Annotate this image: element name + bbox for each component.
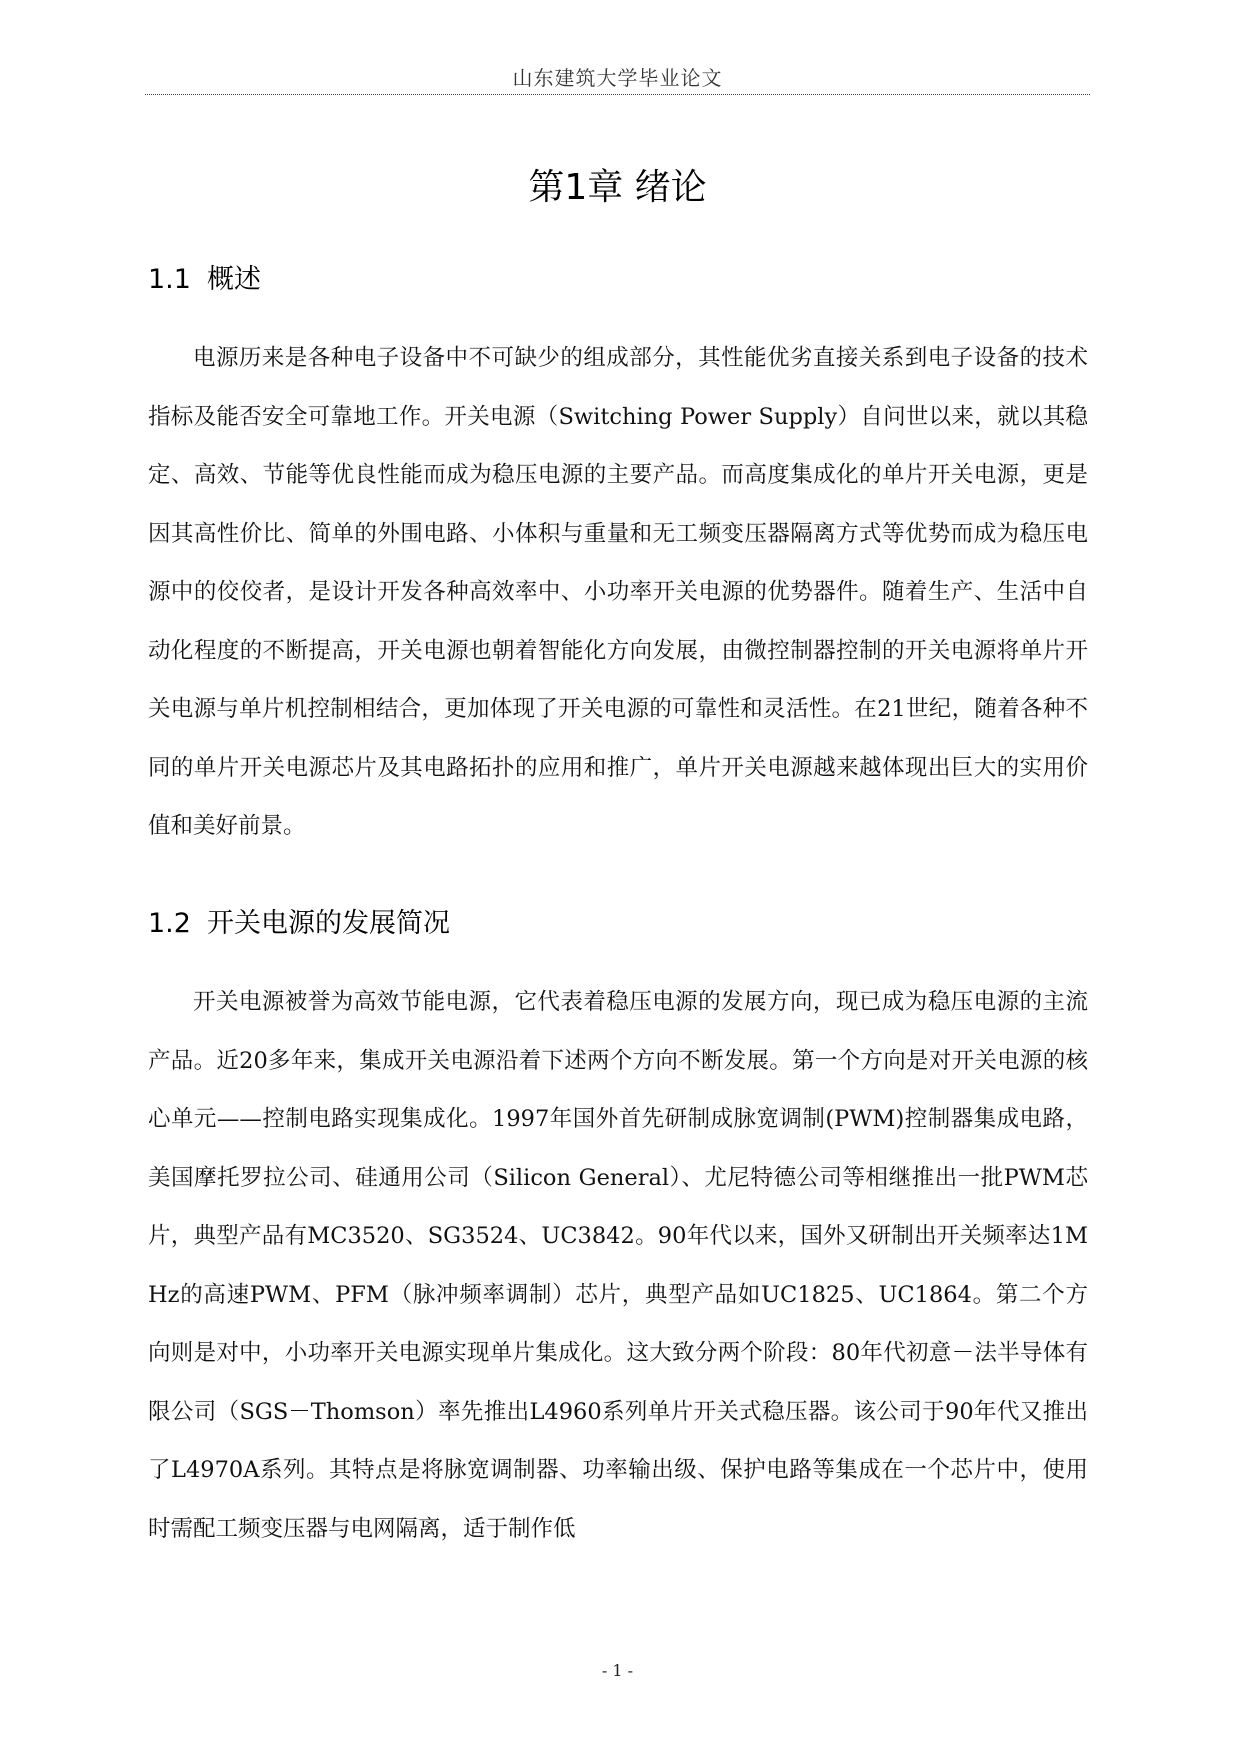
section-title: 开关电源的发展简况 (206, 908, 450, 939)
section-1-1-paragraph: 电源历来是各种电子设备中不可缺少的组成部分，其性能优劣直接关系到电子设备的技术指标及能否安全可靠地工作。开关电源（Switching Power Supply）自问世以来，就以其稳定、高效、节能等优良性能而成为稳压电源的主要产品。而高度集成化的单片开关电源，更是因其高性价比、简单的外围电路、小体积与重量和无工频变压器隔离方式等优势而成为稳压电源中的佼佼者，是设计开发各种高效率中、小功率开关电源的优势器件。随着生产、生活中自动化程度的不断提高，开关电源也朝着智能化方向发展，由微控制器控制的开关电源将单片开关电源与单片机控制相结合，更加体现了开关电源的可靠性和灵活性。在21世纪，随着各种不同的单片开关电源芯片及其电路拓扑的应用和推广，单片开关电源越来越体现出巨大的实用价值和美好前景。 (148, 345, 1088, 839)
section-number: 1.2 (148, 908, 191, 939)
page-number: - 1 - (601, 1661, 634, 1680)
section-number: 1.1 (148, 264, 191, 295)
running-header: 山东建筑大学毕业论文 (512, 66, 723, 90)
section-title: 概述 (206, 264, 261, 295)
section-1-2-paragraph: 开关电源被誉为高效节能电源，它代表着稳压电源的发展方向，现已成为稳压电源的主流产品。近20多年来，集成开关电源沿着下述两个方向不断发展。第一个方向是对开关电源的核心单元——控制电路实现集成化。1997年国外首先研制成脉宽调制(PWM)控制器集成电路，美国摩托罗拉公司、硅通用公司（Silicon General）、尤尼特德公司等相继推出一批PWM芯片，典型产品有MC3520、SG3524、UC3842。90年代以来，国外又研制出开关频率达1MHz的高速PWM、PFM（脉冲频率调制）芯片，典型产品如UC1825、UC1864。第二个方向则是对中，小功率开关电源实现单片集成化。这大致分两个阶段：80年代初意－法半导体有限公司（SGS－Thomson）率先推出L4960系列单片开关式稳压器。该公司于90年代又推出了L4970A系列。其特点是将脉宽调制器、功率输出级、保护电路等集成在一个芯片中，使用时需配工频变压器与电网隔离，适于制作低 (148, 989, 1088, 1542)
section-heading-1-2 (148, 906, 450, 942)
chapter-title: 第1章 绪论 (528, 167, 707, 208)
header-divider (145, 94, 1090, 95)
section-heading-1-1 (148, 262, 261, 298)
